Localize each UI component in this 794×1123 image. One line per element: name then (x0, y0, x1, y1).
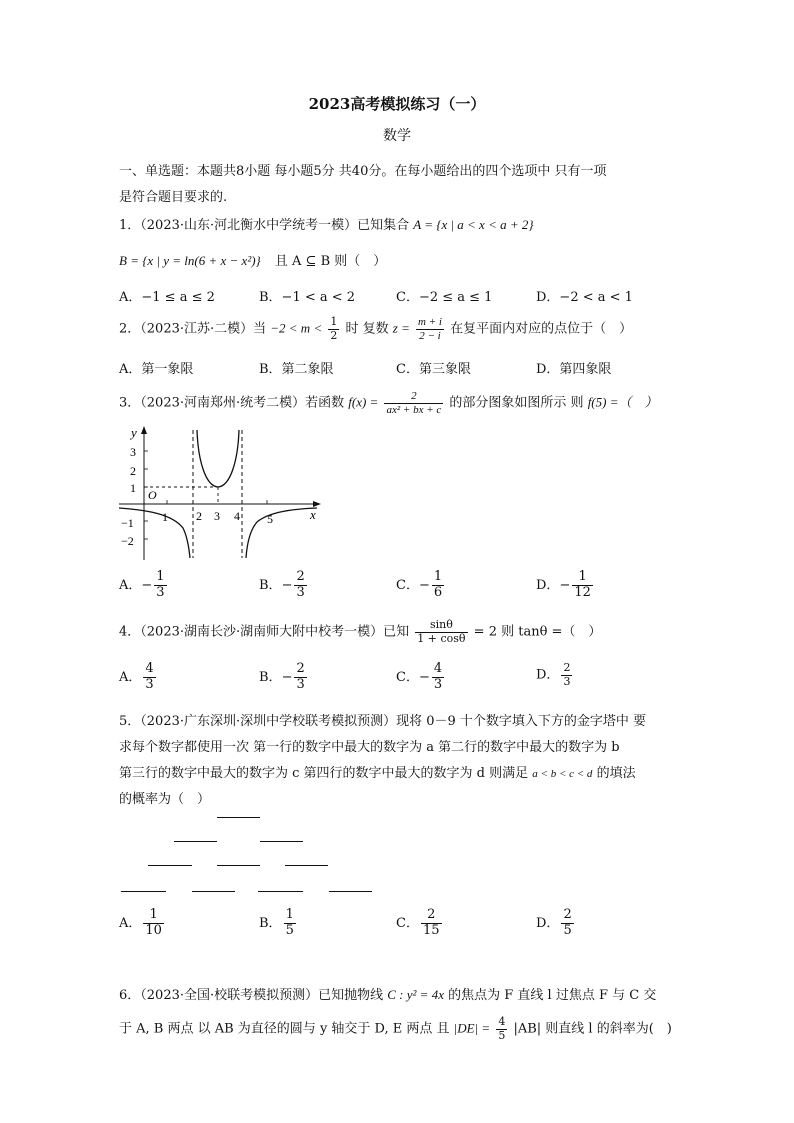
pyramid-row2-blank (174, 841, 217, 842)
section-heading-line2: 是符合题目要求的. (119, 190, 228, 205)
q1-option-d: D．−2 < a < 1 (536, 290, 633, 305)
pyramid-row3-blank (217, 865, 260, 866)
q3-ask: f(5) =（ ） (587, 394, 658, 410)
y-tick-neg1: −1 (121, 516, 134, 530)
q3-mid: 的部分图象如图所示 则 (449, 395, 584, 411)
q1-stem-line2 (119, 250, 386, 269)
x-axis-label: x (310, 507, 316, 522)
curve-right-branch (246, 508, 317, 558)
q5-option-d-fraction: $\frac{2}{5}$ (563, 907, 572, 938)
q3-option-a: A．− $\frac{1}{3}$ (119, 569, 165, 600)
q4-fraction: $\frac{\sin\theta}{1 + \cos\theta}$ (417, 618, 466, 645)
q1-stem-line1 (119, 214, 534, 233)
pyramid-row4-blank (192, 891, 235, 892)
y-tick-2: 2 (130, 464, 136, 478)
q5-line3: 第三行的数字中最大的数字为 c 第四行的数字中最大的数字为 d 则满足 a < b < c < d 的填法 (119, 766, 636, 781)
q5-line1: 5．（2023·广东深圳·深圳中学校联考模拟预测）现将 0－9 十个数字填入下方的金字塔中 要 (119, 714, 647, 729)
q1-option-b: B．−1 < a < 2 (259, 290, 356, 305)
page-subtitle: 数学 (383, 128, 411, 144)
y-tick-neg2: −2 (121, 534, 134, 548)
q1-prefix: 1．（2023·山东·河北衡水中学统考一模）已知集合 (119, 218, 410, 233)
q1-option-a: A．−1 ≤ a ≤ 2 (119, 290, 215, 305)
page-title: 2023高考模拟练习（一） (308, 95, 486, 113)
q4-stem (119, 619, 601, 645)
q3-option-b-fraction: $\frac{2}{3}$ (296, 569, 305, 600)
q5-option-a: A． $\frac{1}{10}$ (119, 907, 162, 938)
q3-prefix: 3．（2023·河南郑州·统考二模）若函数 (119, 395, 345, 411)
y-axis-arrow (141, 426, 147, 434)
q3-option-c-fraction: $\frac{1}{6}$ (433, 569, 443, 600)
q5-line2: 求每个数字都使用一次 第一行的数字中最大的数字为 a 第二行的数字中最大的数字为 b (119, 740, 620, 755)
pyramid-row3-blank (148, 865, 192, 866)
q2-option-b: B．第二象限 (259, 362, 334, 377)
q1-set-a: A = {x | a < x < a + 2} (413, 217, 534, 232)
x-tick-5: 5 (267, 512, 273, 526)
pyramid-row1-blank (217, 817, 260, 818)
y-tick-3: 3 (130, 445, 136, 459)
q4-option-c: C．− $\frac{4}{3}$ (396, 661, 443, 692)
pyramid-row2-blank (260, 841, 303, 842)
q4-option-b-fraction: $\frac{2}{3}$ (296, 661, 305, 692)
q4-option-a-fraction: $\frac{4}{3}$ (145, 661, 154, 692)
q2-cond-fraction: $\frac{1}{2}$ (330, 315, 338, 342)
y-axis-label: y (131, 425, 137, 440)
section-heading-line1: 一、单选题：本题共8小题 每小题5分 共40分。在每小题给出的四个选项中 只有一项 (119, 164, 607, 179)
q3-option-d-fraction: $\frac{1}{12}$ (574, 569, 591, 600)
q4-option-d: D． $\frac{2}{3}$ (536, 661, 571, 688)
pyramid-row4-blank (258, 891, 303, 892)
q4-eq: = 2 则 tanθ =（ ） (473, 624, 602, 640)
q1-set-b: B = {x | y = ln(6 + x − x²)} (119, 253, 261, 268)
q1-tail: 且 A ⊆ B 则（ ） (274, 254, 387, 269)
y-tick-1: 1 (130, 481, 136, 495)
x-tick-1: 1 (162, 510, 168, 524)
q5-option-c: C． $\frac{2}{15}$ (396, 907, 440, 938)
q4-option-a: A． $\frac{4}{3}$ (119, 661, 154, 692)
q5-option-b-fraction: $\frac{1}{5}$ (285, 907, 294, 938)
q1-option-c: C．−2 ≤ a ≤ 1 (396, 290, 493, 305)
q2-option-a: A．第一象限 (119, 362, 194, 377)
q3-option-a-fraction: $\frac{1}{3}$ (156, 569, 165, 600)
q3-f-fraction: $\frac{2}{\text{ax² + bx + c}}$ (386, 390, 442, 416)
q2-stem (119, 316, 632, 342)
q6-fraction: $\frac{4}{5}$ (498, 1015, 506, 1042)
q2-option-d: D．第四象限 (536, 362, 612, 377)
q5-inequality: a < b < c < d (532, 768, 593, 780)
pyramid-row4-blank (329, 891, 372, 892)
q4-option-c-fraction: $\frac{4}{3}$ (433, 661, 443, 692)
q2-prefix: 2．（2023·江苏·二模）当 (119, 321, 267, 337)
q5-option-b: B． $\frac{1}{5}$ (259, 907, 294, 938)
q3-function-graph (117, 424, 327, 564)
origin-label: O (148, 488, 157, 502)
q5-option-c-fraction: $\frac{2}{15}$ (422, 907, 440, 938)
q5-option-d: D． $\frac{2}{5}$ (536, 907, 572, 938)
q6-parabola: C : y² = 4x (387, 987, 444, 1002)
q2-cond: −2 < m < (270, 320, 323, 336)
x-tick-4: 4 (234, 509, 240, 523)
q4-option-b: B．− $\frac{2}{3}$ (259, 661, 305, 692)
q4-option-d-fraction: $\frac{2}{3}$ (563, 661, 571, 688)
q4-prefix: 4．（2023·湖南长沙·湖南师大附中校考一模）已知 (119, 624, 410, 640)
q2-mid: 时 复数 (345, 321, 389, 337)
x-tick-3: 3 (214, 509, 220, 523)
q3-option-d: D．− $\frac{1}{12}$ (536, 569, 591, 600)
q2-option-c: C．第三象限 (396, 362, 471, 377)
q3-option-c: C．− $\frac{1}{6}$ (396, 569, 443, 600)
q6-line2: 于 A, B 两点 以 AB 为直径的圆与 y 轴交于 D, E 两点 且 |DE| = $\frac{4}{5}$ |AB| 则直线 l 的斜率为( ) (119, 1015, 672, 1042)
q2-z-fraction: $\frac{m + i}{2 - i}$ (418, 316, 442, 342)
q3-f: f(x) = (348, 394, 379, 410)
q6-line1: 6．（2023·全国·校联考模拟预测）已知抛物线 C : y² = 4x 的焦点为 F 直线 l 过焦点 F 与 C 交 (119, 987, 657, 1003)
pyramid-row3-blank (285, 865, 328, 866)
curve-middle-branch (197, 430, 239, 487)
q3-stem (119, 390, 657, 416)
x-tick-2: 2 (196, 509, 202, 523)
q5-line4: 的概率为（ ） (119, 792, 211, 807)
q2-tail: 在复平面内对应的点位于（ ） (450, 321, 633, 337)
pyramid-row4-blank (121, 891, 166, 892)
q3-option-b: B．− $\frac{2}{3}$ (259, 569, 305, 600)
q5-option-a-fraction: $\frac{1}{10}$ (145, 907, 162, 938)
q2-z: z = (392, 320, 410, 336)
